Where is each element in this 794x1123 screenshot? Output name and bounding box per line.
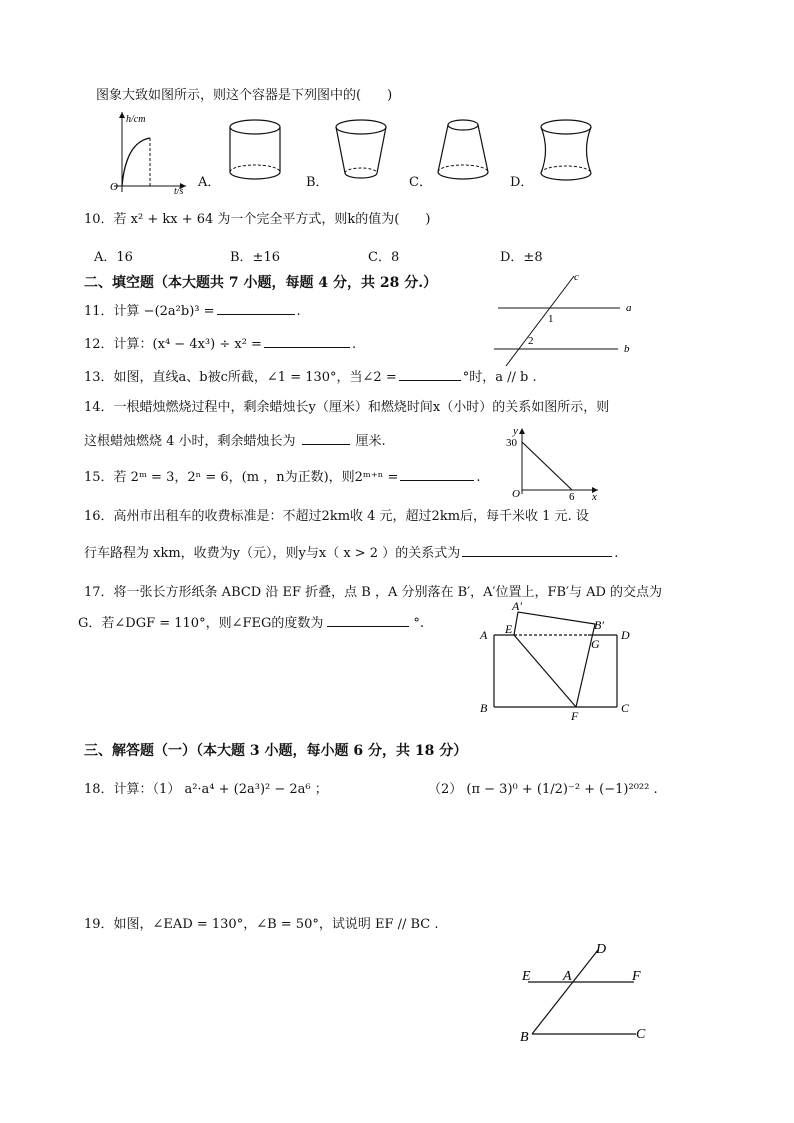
- q10-option-a: A．16: [94, 250, 133, 265]
- q19-label-c: C: [636, 1027, 646, 1042]
- q9-graph-xlabel: t/s: [174, 186, 184, 194]
- q13: [84, 366, 537, 385]
- q17-label-f: F: [571, 709, 579, 723]
- q14-ytick-30: 30: [506, 437, 517, 449]
- q16-answer-blank[interactable]: [462, 544, 612, 557]
- q12-suffix: .: [351, 337, 357, 352]
- q13-angle-1: 1: [548, 313, 554, 325]
- q16-line2-prefix: 行车路程为 xkm，收费为y（元），则y与x（ x > 2 ）的关系式为: [84, 546, 461, 561]
- q14-figure: [504, 424, 604, 502]
- q17-label-c: C: [621, 701, 630, 715]
- q17-answer-blank[interactable]: [327, 614, 409, 627]
- q14-line2-prefix: 这根蜡烛燃烧 4 小时，剩余蜡烛长为: [84, 434, 296, 449]
- q13-label-c: c: [574, 271, 579, 283]
- q19-text: 19．如图，∠EAD = 130°，∠B = 50°，试说明 EF // BC .: [84, 917, 439, 932]
- q17-label-e: E: [505, 622, 513, 636]
- q9-option-d: D．: [510, 175, 534, 190]
- q11-suffix: .: [296, 304, 301, 319]
- q10-option-c: C．8: [368, 250, 400, 265]
- q9-container-a-cylinder: [226, 118, 284, 184]
- q19-label-d: D: [596, 942, 607, 957]
- q17-label-b: B: [480, 701, 488, 715]
- q13-figure: [484, 268, 644, 368]
- q16-line2: [84, 542, 618, 561]
- q16-line1: 16．高州市出租车的收费标准是：不超过2km收 4 元，超过2km后，每千米收 1 元. 设: [84, 509, 589, 524]
- q16-line2-suffix: .: [614, 546, 619, 561]
- q11-prefix: 11．计算 −(2a²b)³ =: [84, 304, 215, 319]
- q9-text: 图象大致如图所示，则这个容器是下列图中的( ): [96, 88, 393, 103]
- q13-prefix: 13．如图，直线a、b被c所截，∠1 = 130°，当∠2 =: [84, 370, 397, 385]
- q13-answer-blank[interactable]: [399, 368, 461, 381]
- q9-graph-ylabel: h/cm: [126, 114, 146, 125]
- section2-title: 二、填空题（本大题共 7 小题，每题 4 分，共 28 分.）: [84, 275, 438, 291]
- q12: [84, 333, 356, 352]
- q17-figure: [474, 598, 644, 724]
- q10-text: 10．若 x² + kx + 64 为一个完全平方式，则k的值为( ): [84, 212, 431, 227]
- q17-label-d: D: [621, 628, 630, 642]
- q9-container-b-wide-top: [332, 118, 390, 184]
- q19-label-e: E: [522, 969, 531, 984]
- q15: [84, 466, 481, 485]
- q19-label-f: F: [632, 969, 641, 984]
- q9-option-c: C．: [409, 175, 432, 190]
- q14-axis-y: y: [513, 425, 518, 437]
- q9-graph-origin: O: [110, 181, 118, 193]
- q17-line2-suffix: °.: [413, 616, 425, 631]
- q14-line1: 14．一根蜡烛燃烧过程中，剩余蜡烛长y（厘米）和燃烧时间x（小时）的关系如图所示，则: [84, 400, 610, 415]
- q11: [84, 300, 301, 319]
- q18-part2: （2） (π − 3)⁰ + (1/2)⁻² + (−1)²⁰²² .: [428, 782, 658, 797]
- q17-label-a-prime: A′: [512, 599, 522, 613]
- q14-line2: [84, 430, 386, 449]
- q19-figure: [512, 936, 662, 1048]
- q18-part1: 18．计算：（1） a²·a⁴ + (2a³)² − 2a⁶ ；: [84, 782, 328, 797]
- q9-container-c-narrow-top: [434, 116, 492, 184]
- q9-graph: [92, 108, 192, 194]
- q14-answer-blank[interactable]: [302, 432, 350, 445]
- q9-option-b: B．: [306, 175, 329, 190]
- q15-prefix: 15．若 2ᵐ = 3，2ⁿ = 6，(m ，n为正数)，则2ᵐ⁺ⁿ =: [84, 470, 399, 485]
- q10-option-b: B．±16: [230, 250, 280, 265]
- q13-label-a: a: [626, 302, 632, 314]
- q19-label-b: B: [520, 1030, 529, 1045]
- q14-axis-x: x: [592, 491, 597, 502]
- q13-suffix: °时，a // b .: [462, 370, 537, 385]
- q12-prefix: 12．计算：(x⁴ − 4x³) ÷ x² =: [84, 337, 262, 352]
- q12-answer-blank[interactable]: [264, 335, 350, 348]
- q17-line1: 17．将一张长方形纸条 ABCD 沿 EF 折叠，点 B ，A 分别落在 B′，A′位置上，FB′与 AD 的交点为: [84, 585, 663, 600]
- q17-line2-prefix: G．若∠DGF = 110°，则∠FEG的度数为: [78, 616, 324, 631]
- q13-label-b: b: [624, 343, 630, 355]
- q9-option-a: A．: [198, 175, 221, 190]
- q14-origin: O: [512, 488, 520, 500]
- q15-suffix: .: [476, 470, 481, 485]
- q9-container-d-waisted: [536, 118, 596, 184]
- q17-line2: [78, 612, 424, 631]
- q15-answer-blank[interactable]: [400, 468, 474, 481]
- q13-angle-2: 2: [528, 335, 534, 347]
- q14-line2-suffix: 厘米.: [355, 434, 386, 449]
- q17-label-b-prime: B′: [594, 618, 604, 632]
- q11-answer-blank[interactable]: [217, 302, 295, 315]
- q17-label-g: G: [591, 637, 600, 651]
- q14-xtick-6: 6: [569, 491, 575, 502]
- q10-option-d: D．±8: [500, 250, 543, 265]
- q19-label-a: A: [563, 969, 572, 984]
- q17-label-a: A: [480, 628, 488, 642]
- section3-title: 三、解答题（一）（本大题 3 小题，每小题 6 分，共 18 分）: [84, 743, 468, 759]
